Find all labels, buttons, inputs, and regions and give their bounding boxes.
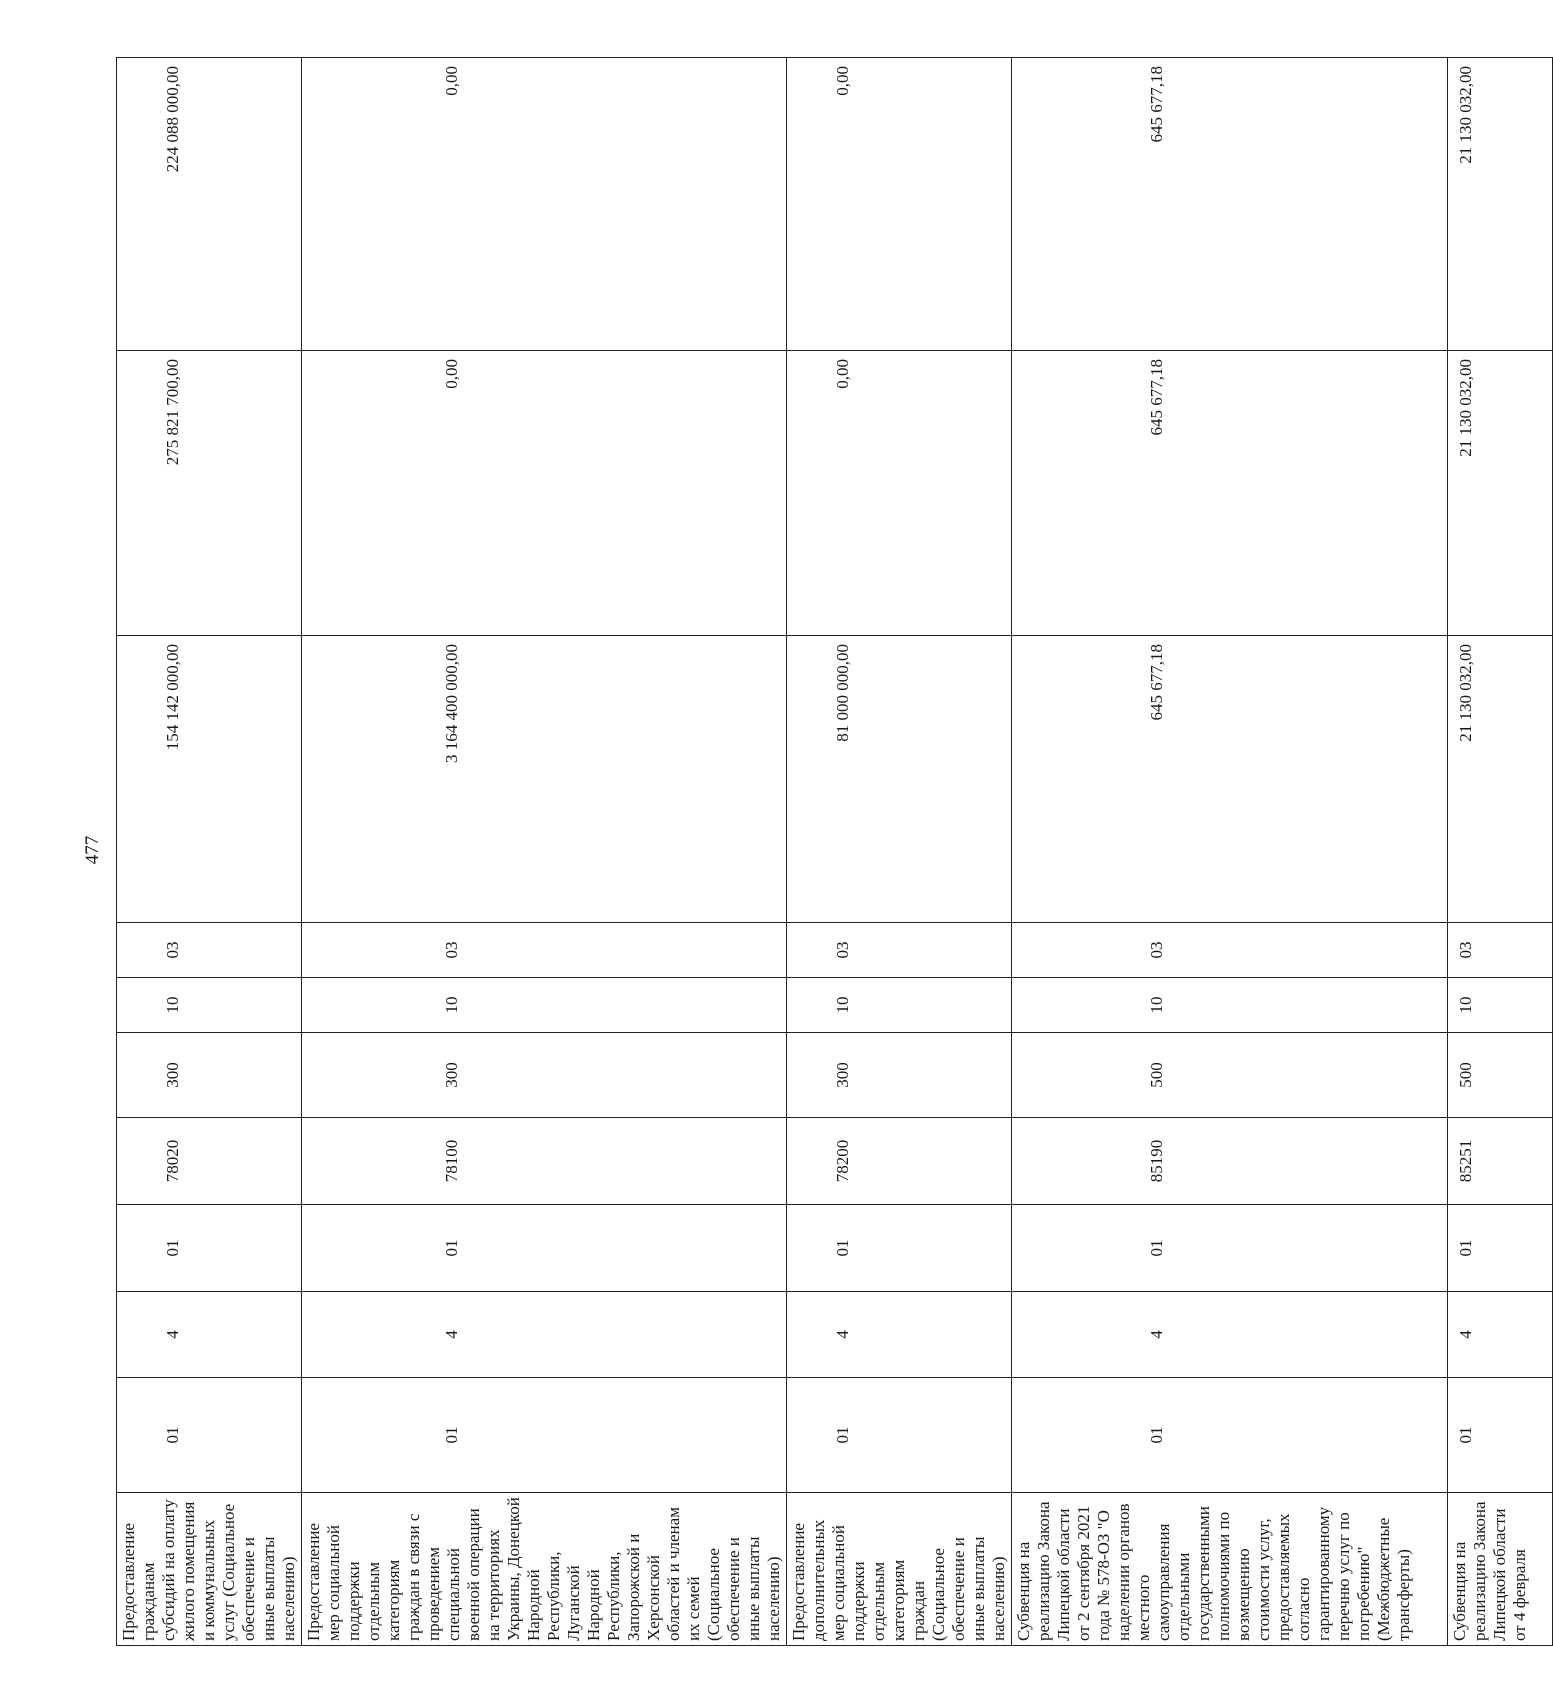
row-code: 01 — [302, 1378, 787, 1493]
row-amount: 645 677,18 — [1012, 58, 1448, 351]
row-code: 4 — [302, 1292, 787, 1378]
row-code: 01 — [117, 1378, 302, 1493]
table-row — [302, 58, 787, 1646]
row-amount: 154 142 000,00 — [117, 636, 302, 923]
row-code: 85190 — [1012, 1118, 1448, 1205]
row-code: 01 — [1448, 1378, 1553, 1493]
row-code: 500 — [1448, 1033, 1553, 1118]
row-code: 85251 — [1448, 1118, 1553, 1205]
table-row — [1012, 58, 1448, 1646]
row-amount: 224 088 000,00 — [117, 58, 302, 351]
row-code: 78200 — [787, 1118, 1012, 1205]
row-code: 10 — [302, 978, 787, 1033]
row-amount: 0,00 — [787, 351, 1012, 636]
row-name: Предоставление гражданам субсидий на оплату жилого помещения и коммунальных услуг (Социальное обеспечение и иные выплаты населению) — [117, 1493, 302, 1646]
row-code: 10 — [1012, 978, 1448, 1033]
row-code: 01 — [787, 1378, 1012, 1493]
row-amount: 645 677,18 — [1012, 636, 1448, 923]
row-code: 03 — [1012, 923, 1448, 978]
row-code: 10 — [787, 978, 1012, 1033]
row-amount: 0,00 — [302, 58, 787, 351]
row-code: 4 — [117, 1292, 302, 1378]
row-code: 01 — [1448, 1205, 1553, 1292]
row-code: 500 — [1012, 1033, 1448, 1118]
row-amount: 3 164 400 000,00 — [302, 636, 787, 923]
row-code: 78020 — [117, 1118, 302, 1205]
row-name: Предоставление мер социальной поддержки отдельным категориям граждан в связи с проведением специальной военной операции на территориях Украины, Донецкой Народной Республики, Луганской Народной Республики, Запорожской и Херсонской областей и членам их семей (Социальное обеспечение и иные выплаты населению) — [302, 1493, 787, 1646]
row-amount: 0,00 — [787, 58, 1012, 351]
budget-table — [116, 57, 1553, 1646]
row-code: 01 — [787, 1205, 1012, 1292]
row-amount: 0,00 — [302, 351, 787, 636]
row-name: Субвенция на реализацию Закона Липецкой области от 2 сентября 2021 года № 578-ОЗ "О наделении органов местного самоуправления отдельными государственными полномочиями по возмещению стоимости услуг, предоставляемых согласно гарантированному перечню услуг по погребению" (Межбюджетные трансферты) — [1012, 1493, 1448, 1646]
row-code: 300 — [302, 1033, 787, 1118]
row-code: 300 — [117, 1033, 302, 1118]
row-amount: 21 130 032,00 — [1448, 351, 1553, 636]
row-code: 4 — [1448, 1292, 1553, 1378]
row-code: 300 — [787, 1033, 1012, 1118]
row-code: 03 — [302, 923, 787, 978]
table-row — [1448, 58, 1553, 1646]
table-row — [117, 58, 302, 1646]
row-code: 01 — [117, 1205, 302, 1292]
row-amount: 21 130 032,00 — [1448, 636, 1553, 923]
row-amount: 21 130 032,00 — [1448, 58, 1553, 351]
row-code: 10 — [117, 978, 302, 1033]
row-code: 4 — [1012, 1292, 1448, 1378]
row-code: 03 — [117, 923, 302, 978]
row-code: 01 — [302, 1205, 787, 1292]
table-container — [116, 66, 1529, 1646]
row-amount: 81 000 000,00 — [787, 636, 1012, 923]
row-code: 78100 — [302, 1118, 787, 1205]
row-code: 01 — [1012, 1378, 1448, 1493]
table-row — [787, 58, 1012, 1646]
row-name: Предоставление дополнительных мер социальной поддержки отдельным категориям граждан (Социальное обеспечение и иные выплаты населению) — [787, 1493, 1012, 1646]
row-code: 01 — [1012, 1205, 1448, 1292]
row-name: Субвенция на реализацию Закона Липецкой области от 4 февраля — [1448, 1493, 1553, 1646]
page-number: 477 — [82, 835, 103, 865]
row-amount: 645 677,18 — [1012, 351, 1448, 636]
row-amount: 275 821 700,00 — [117, 351, 302, 636]
row-code: 4 — [787, 1292, 1012, 1378]
row-code: 10 — [1448, 978, 1553, 1033]
row-code: 03 — [787, 923, 1012, 978]
row-code: 03 — [1448, 923, 1553, 978]
